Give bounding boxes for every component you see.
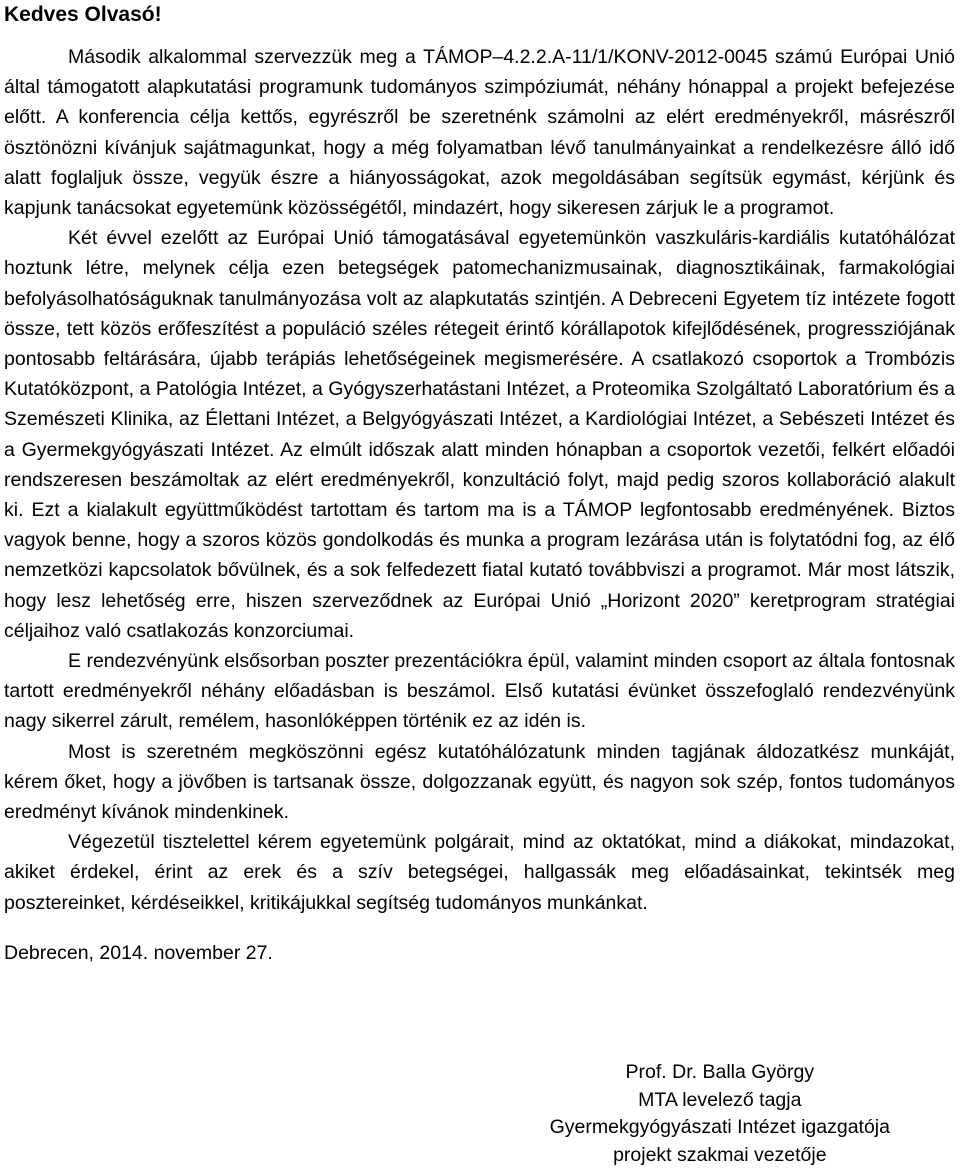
signature-name: Prof. Dr. Balla György xyxy=(550,1059,890,1087)
letter-paragraph: Végezetül tisztelettel kérem egyetemünk polgárait, mind az oktatókat, mind a diákokat, mindazokat, akiket érdekel, érint az erek és a szív betegségei, hallgassák meg előadásainkat, tekintsék meg posztereinket, kérdéseikkel, kritikájukkal segítség tudományos munkánkat. xyxy=(4,827,955,918)
letter-paragraph: E rendezvényünk elsősorban poszter prezentációkra épül, valamint minden csoport az általa fontosnak tartott eredményekről néhány előadásban is beszámol. Első kutatási évünket összefoglaló rendezvényünk nagy sikerrel zárult, remélem, hasonlóképpen történik ez az idén is. xyxy=(4,646,955,737)
letter-greeting: Kedves Olvasó! xyxy=(4,0,955,28)
letter-paragraph: Most is szeretném megköszönni egész kutatóhálózatunk minden tagjának áldozatkész munkáját, kérem őket, hogy a jövőben is tartsanak össze, dolgozzanak együtt, és nagyon sok szép, fontos tudományos eredményt kívánok mindenkinek. xyxy=(4,737,955,828)
letter-date: Debrecen, 2014. november 27. xyxy=(4,938,955,968)
letter-paragraph: Két évvel ezelőtt az Európai Unió támogatásával egyetemünkön vaszkuláris-kardiális kutatóhálózat hoztunk létre, melynek célja ezen betegségek patomechanizmusainak, diagnosztikáinak, farmakológiai befolyásolhatóságuknak tanulmányozása volt az alapkutatás szintjén. A Debreceni Egyetem tíz intézete fogott össze, tett közös erőfeszítést a populáció széles rétegeit érintő kórállapotok kifejlődésének, progressziójának pontosabb feltárására, újabb terápiás lehetőségeinek megismerésére. A csatlakozó csoportok a Trombózis Kutatóközpont, a Patológia Intézet, a Gyógyszerhatástani Intézet, a Proteomika Szolgáltató Laboratórium és a Szemészeti Klinika, az Élettani Intézet, a Belgyógyászati Intézet, a Kardiológiai Intézet, a Sebészeti Intézet és a Gyermekgyógyászati Intézet. Az elmúlt időszak alatt minden hónapban a csoportok vezetői, felkért előadói rendszeresen beszámoltak az elért eredményekről, konzultáció folyt, majd pedig szoros kollaboráció alakult ki. Ezt a kialakult együttműködést tartottam és tartom ma is a TÁMOP legfontosabb eredményének. Biztos vagyok benne, hogy a szoros közös gondolkodás és munka a program lezárása után is folytatódni fog, az élő nemzetközi kapcsolatok bővülnek, és a sok felfedezett fiatal kutató továbbviszi a programot. Már most látszik, hogy lesz lehetőség erre, hiszen szerveződnek az Európai Unió „Horizont 2020” keretprogram stratégiai céljaihoz való csatlakozás konzorciumai. xyxy=(4,223,955,646)
signature-title: projekt szakmai vezetője xyxy=(550,1142,890,1169)
signature-title: MTA levelező tagja xyxy=(550,1087,890,1115)
signature-title: Gyermekgyógyászati Intézet igazgatója xyxy=(550,1114,890,1142)
signature-block xyxy=(550,1059,890,1169)
letter-page xyxy=(4,0,955,968)
letter-body xyxy=(4,42,955,918)
letter-paragraph: Második alkalommal szervezzük meg a TÁMOP–4.2.2.A-11/1/KONV-2012-0045 számú Európai Unió által támogatott alapkutatási programunk tudományos szimpóziumát, néhány hónappal a projekt befejezése előtt. A konferencia célja kettős, egyrészről be szeretnénk számolni az elért eredményekről, másrészről ösztönözni kívánjuk sajátmagunkat, hogy a még folyamatban lévő tanulmányainkat a rendelkezésre álló idő alatt foglaljuk össze, vegyük észre a hiányosságokat, azok megoldásában segítsük egymást, kérjünk és kapjunk tanácsokat egyetemünk közösségétől, mindazért, hogy sikeresen zárjuk le a programot. xyxy=(4,42,955,223)
